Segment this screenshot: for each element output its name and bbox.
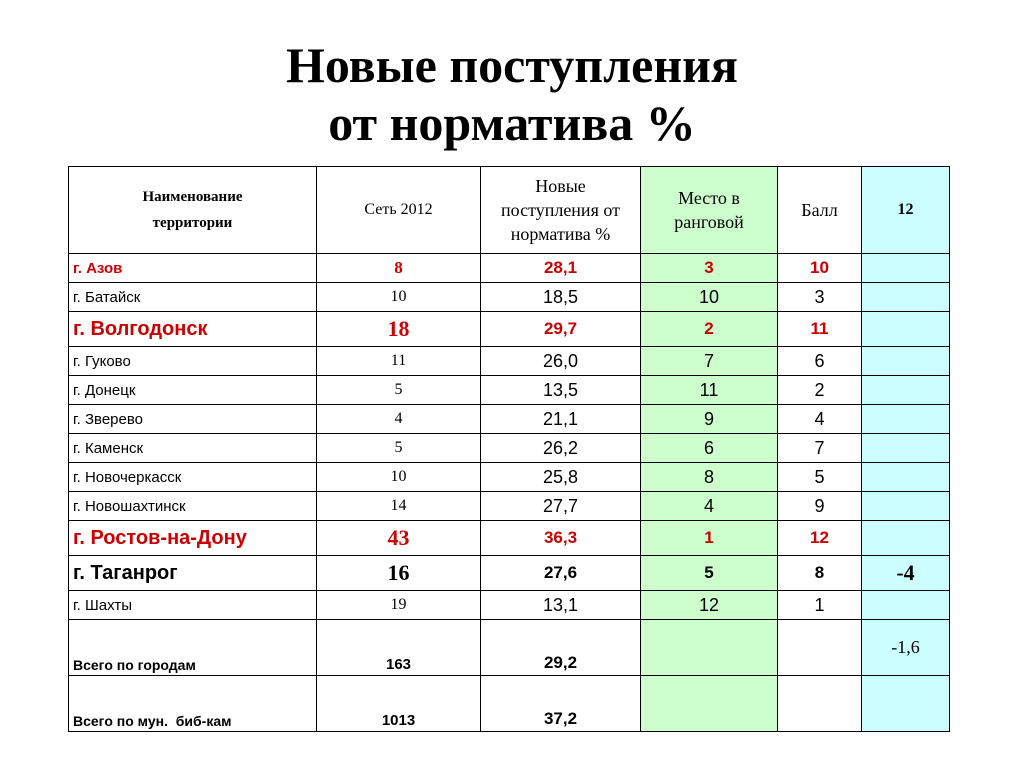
rank-value: 11 [641, 376, 778, 405]
ranking-table [68, 166, 950, 732]
network-2012-value: 19 [317, 591, 481, 620]
header-row [69, 167, 950, 254]
network-2012-value: 10 [317, 283, 481, 312]
territory-name: г. Каменск [69, 434, 317, 463]
network-2012-value: 5 [317, 376, 481, 405]
network-2012-value: 4 [317, 405, 481, 434]
header-rank-line-1: Место в [678, 188, 740, 208]
extra-value [862, 283, 950, 312]
extra-value [862, 492, 950, 521]
rank-value: 2 [641, 312, 778, 347]
total-score-value [778, 620, 862, 676]
title-line-1: Новые поступления [285, 37, 738, 93]
table-row [69, 312, 950, 347]
extra-value [862, 376, 950, 405]
totals-row [69, 620, 950, 676]
territory-name: г. Таганрог [69, 556, 317, 591]
rank-value: 8 [641, 463, 778, 492]
territory-name: г. Донецк [69, 376, 317, 405]
territory-name: г. Новошахтинск [69, 492, 317, 521]
new-receipts-value: 13,5 [481, 376, 641, 405]
score-value: 8 [778, 556, 862, 591]
new-receipts-value: 28,1 [481, 254, 641, 283]
total-new-receipts-value: 29,2 [481, 620, 641, 676]
rank-value: 10 [641, 283, 778, 312]
table-row [69, 492, 950, 521]
total-extra-value: -1,6 [862, 620, 950, 676]
header-rank-place [641, 167, 778, 254]
network-2012-value: 10 [317, 463, 481, 492]
rank-value: 5 [641, 556, 778, 591]
new-receipts-value: 36,3 [481, 521, 641, 556]
territory-name: г. Батайск [69, 283, 317, 312]
rank-value: 4 [641, 492, 778, 521]
score-value: 9 [778, 492, 862, 521]
rank-value: 1 [641, 521, 778, 556]
total-score-value [778, 676, 862, 732]
table-row [69, 521, 950, 556]
network-2012-value: 43 [317, 521, 481, 556]
network-2012-value: 18 [317, 312, 481, 347]
network-2012-value: 5 [317, 434, 481, 463]
extra-value [862, 434, 950, 463]
total-label: Всего по мун. биб-кам [69, 676, 317, 732]
extra-value [862, 591, 950, 620]
title-line-2: от норматива % [328, 95, 696, 151]
score-value: 5 [778, 463, 862, 492]
header-territory-name [69, 167, 317, 254]
extra-value [862, 521, 950, 556]
territory-name: г. Новочеркасск [69, 463, 317, 492]
table-row [69, 254, 950, 283]
header-territory-line-1: Наименование [142, 189, 243, 205]
rank-value: 9 [641, 405, 778, 434]
rank-value: 3 [641, 254, 778, 283]
network-2012-value: 16 [317, 556, 481, 591]
network-2012-value: 8 [317, 254, 481, 283]
new-receipts-value: 18,5 [481, 283, 641, 312]
score-value: 2 [778, 376, 862, 405]
table-row [69, 347, 950, 376]
territory-name: г. Зверево [69, 405, 317, 434]
table-row [69, 283, 950, 312]
table-row [69, 376, 950, 405]
territory-name: г. Волгодонск [69, 312, 317, 347]
extra-value [862, 463, 950, 492]
page-title [0, 36, 1024, 152]
network-2012-value: 11 [317, 347, 481, 376]
new-receipts-value: 21,1 [481, 405, 641, 434]
territory-name: г. Ростов-на-Дону [69, 521, 317, 556]
new-receipts-value: 29,7 [481, 312, 641, 347]
score-value: 6 [778, 347, 862, 376]
header-new-receipts [481, 167, 641, 254]
new-receipts-value: 27,6 [481, 556, 641, 591]
extra-value: -4 [862, 556, 950, 591]
score-value: 7 [778, 434, 862, 463]
extra-value [862, 405, 950, 434]
score-value: 1 [778, 591, 862, 620]
new-receipts-value: 13,1 [481, 591, 641, 620]
header-territory-line-2: территории [152, 215, 233, 231]
total-network-value: 163 [317, 620, 481, 676]
score-value: 3 [778, 283, 862, 312]
table-row [69, 434, 950, 463]
header-new-line-1: Новые [535, 176, 586, 196]
table-row [69, 463, 950, 492]
total-network-value: 1013 [317, 676, 481, 732]
territory-name: г. Гуково [69, 347, 317, 376]
total-rank-value [641, 620, 778, 676]
rank-value: 12 [641, 591, 778, 620]
table-row [69, 591, 950, 620]
territory-name: г. Шахты [69, 591, 317, 620]
new-receipts-value: 25,8 [481, 463, 641, 492]
rank-value: 7 [641, 347, 778, 376]
new-receipts-value: 26,0 [481, 347, 641, 376]
header-network-2012: Сеть 2012 [317, 167, 481, 254]
new-receipts-value: 27,7 [481, 492, 641, 521]
header-new-line-2: поступления от [501, 200, 620, 220]
table-row [69, 556, 950, 591]
score-value: 11 [778, 312, 862, 347]
header-rank-line-2: ранговой [674, 212, 744, 232]
table-row [69, 405, 950, 434]
header-score: Балл [778, 167, 862, 254]
total-extra-value [862, 676, 950, 732]
total-label: Всего по городам [69, 620, 317, 676]
total-new-receipts-value: 37,2 [481, 676, 641, 732]
rank-value: 6 [641, 434, 778, 463]
extra-value [862, 347, 950, 376]
score-value: 4 [778, 405, 862, 434]
total-rank-value [641, 676, 778, 732]
totals-row [69, 676, 950, 732]
score-value: 12 [778, 521, 862, 556]
network-2012-value: 14 [317, 492, 481, 521]
score-value: 10 [778, 254, 862, 283]
header-new-line-3: норматива % [510, 224, 611, 244]
extra-value [862, 312, 950, 347]
new-receipts-value: 26,2 [481, 434, 641, 463]
header-extra: 12 [862, 167, 950, 254]
extra-value [862, 254, 950, 283]
territory-name: г. Азов [69, 254, 317, 283]
